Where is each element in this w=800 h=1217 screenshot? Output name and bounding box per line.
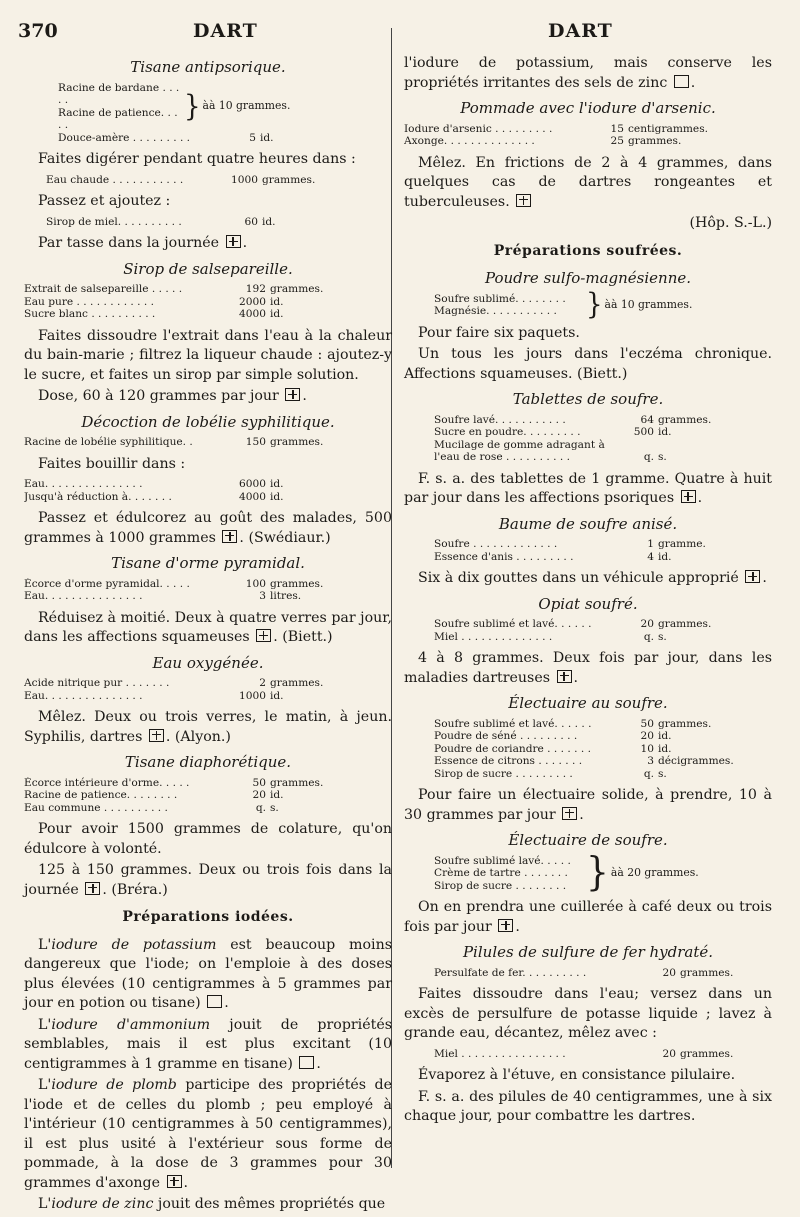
dosage-text: Dose, 60 à 120 grammes par jour xyxy=(38,388,279,404)
ingredient-unit: grammes. xyxy=(680,1047,734,1060)
ingredient-row xyxy=(434,439,772,452)
ingredient-name: Soufre lavé. . . . . . . . . . . xyxy=(434,413,566,426)
plus-box-icon xyxy=(745,570,760,583)
ingredient-unit: décigrammes. xyxy=(658,755,734,767)
text: . xyxy=(183,1174,189,1191)
ingredient-qty: 60 xyxy=(244,215,258,228)
ingredient-name: Crème de tartre . . . . . . . xyxy=(434,867,568,879)
ingredient-group xyxy=(434,288,772,322)
ingredient-row xyxy=(24,308,392,321)
text: . xyxy=(697,490,703,506)
recipe-ingredients xyxy=(434,967,772,980)
ingredient-qty: 4000 xyxy=(239,490,266,503)
ingredient-name: Extrait de salsepareille . . . . . xyxy=(24,283,183,295)
ingredient-name: Essence d'anis . . . . . . . . . xyxy=(434,550,574,563)
instruction xyxy=(404,649,772,688)
ingredient-name: Acide nitrique pur . . . . . . . xyxy=(24,677,170,689)
recipe-title: Électuaire de soufre. xyxy=(508,831,668,849)
text: participe des propriétés de l'iode et de celles du plomb ; peu employé à l'intérieur (10 centigrammes à 50 centigrammes), il est plus usité à l'extérieur sous forme de pommade, à la dose de 3 grammes pour 30 grammes d'axonge xyxy=(24,1077,392,1191)
ingredient-qty: 64 xyxy=(640,413,654,426)
body-paragraph xyxy=(404,54,772,93)
instruction-text: Réduisez à moitié. Deux à quatre verres par jour, dans les affections squameuses xyxy=(24,609,392,645)
recipe-title: Poudre sulfo-magnésienne. xyxy=(484,269,692,287)
ingredient-row xyxy=(434,768,772,781)
instruction xyxy=(24,609,392,648)
instruction-text: 4 à 8 grammes. Deux fois par jour, dans les maladies dartreuses xyxy=(404,650,772,686)
ingredient-name: Jusqu'à réduction à. . . . . . . xyxy=(24,490,172,503)
instruction-text: Mêlez. En frictions de 2 à 4 grammes, dans quelques cas de dartres rongeantes et tuberculeuses. xyxy=(404,154,772,210)
ingredient-row xyxy=(24,802,392,815)
ingredient-name: Soufre sublimé lavé. . . . . xyxy=(434,854,571,867)
text: . xyxy=(573,669,579,686)
recipe-title: Opiat soufré. xyxy=(538,594,638,613)
ingredient-unit: id. xyxy=(270,789,284,801)
ingredient-name: Racine de lobélie syphilitique. . xyxy=(24,436,193,448)
instruction: Pour avoir 1500 grammes de colature, qu'on édulcore à volonté. xyxy=(24,821,392,857)
ingredient-unit: s. xyxy=(658,767,667,780)
empty-box-icon xyxy=(207,995,222,1008)
instruction: F. s. a. des pilules de 40 centigrammes, une à six chaque jour, pour combattre les dartres. xyxy=(404,1088,772,1124)
ingredient-unit: gramme. xyxy=(658,538,706,550)
plus-box-icon xyxy=(285,388,300,401)
plus-box-icon xyxy=(167,1175,182,1188)
page-number: 370 xyxy=(18,20,58,42)
recipe-ingredients xyxy=(24,777,392,815)
ingredient-name: Soufre . . . . . . . . . . . . . xyxy=(434,538,558,550)
text: est beaucoup moins dangereux que l'iode; on l'emploie à des doses plus élevées (10 centigrammes à 5 grammes par jour en potion ou tisane) xyxy=(24,936,393,1011)
ingredient-name: Poudre de coriandre . . . . . . . xyxy=(434,742,591,755)
plus-box-icon xyxy=(222,530,237,543)
dosage-text: 125 à 150 grammes. Deux ou trois fois dans la journée xyxy=(24,862,392,898)
ingredient-unit: id. xyxy=(658,742,672,755)
ingredient-name: Écorce intérieure d'orme. . . . . xyxy=(24,776,190,789)
empty-box-icon xyxy=(674,75,689,88)
ingredient-row xyxy=(24,491,392,504)
ingredient-row xyxy=(434,451,772,464)
running-head-right: DART xyxy=(548,20,613,42)
ingredient-unit: id. xyxy=(270,308,284,320)
plus-box-icon xyxy=(516,194,531,207)
ingredient-qty: 192 xyxy=(245,283,266,295)
instruction xyxy=(404,154,772,213)
ingredient-qty: 20 xyxy=(662,966,676,979)
instruction-text: Passez et édulcorez au goût des malades, 500 grammes à 1000 grammes xyxy=(24,510,392,546)
ingredient-name: Eau. . . . . . . . . . . . . . . xyxy=(24,478,143,490)
dosage xyxy=(24,861,392,900)
term: iodure de plomb xyxy=(51,1077,177,1093)
ingredient-unit: id. xyxy=(270,295,284,308)
recipe-ingredients xyxy=(24,174,392,187)
dosage: Dose, 60 à 120 grammes par jour . xyxy=(38,388,307,404)
instruction xyxy=(404,786,772,825)
recipe-ingredients xyxy=(434,538,772,563)
ingredient-qty: 20 xyxy=(252,789,266,801)
plus-box-icon xyxy=(562,807,577,820)
ingredient-qty: 50 xyxy=(640,717,654,730)
text: . xyxy=(515,918,520,935)
right-column xyxy=(404,52,772,1129)
ingredient-unit: id. xyxy=(270,478,284,490)
recipe-title: Sirop de salsepareille. xyxy=(123,259,293,278)
instruction-text: Mêlez. Deux ou trois verres, le matin, à jeun. Syphilis, dartres xyxy=(24,709,392,745)
ingredient-group xyxy=(58,82,392,132)
ingredient-row xyxy=(24,296,392,309)
ingredient-qty: 3 xyxy=(259,590,266,602)
text: . xyxy=(316,1055,321,1072)
ingredient-name: Iodure d'arsenic . . . . . . . . . xyxy=(404,122,553,135)
ingredient-unit: id. xyxy=(260,131,274,144)
plus-box-icon xyxy=(85,882,100,895)
ingredient-qty: 2 xyxy=(259,677,266,689)
ingredient-unit: s. xyxy=(658,630,667,643)
recipe-title: Décoction de lobélie syphilitique. xyxy=(81,412,335,431)
plus-box-icon xyxy=(498,919,513,932)
empty-box-icon xyxy=(299,1056,314,1069)
ingredient-name: Eau pure . . . . . . . . . . . . xyxy=(24,295,154,308)
ingredient-qty: 50 xyxy=(252,776,266,789)
left-column xyxy=(24,52,392,1217)
instruction-text: On en prendra une cuillerée à café deux ou trois fois par jour xyxy=(404,899,772,935)
ingredient-row xyxy=(46,216,392,229)
text: . xyxy=(579,806,584,823)
ingredient-name: Soufre sublimé et lavé. . . . . . xyxy=(434,717,592,730)
ingredient-name: Persulfate de fer. . . . . . . . . . xyxy=(434,966,587,979)
ingredient-qty: 100 xyxy=(245,577,266,590)
instruction-text: F. s. a. des tablettes de 1 gramme. Quatre à huit par jour dans les affections psoriques xyxy=(404,470,772,506)
ingredient-row xyxy=(24,690,392,703)
ingredient-unit: grammes. xyxy=(658,413,712,426)
ingredient-row xyxy=(24,777,392,790)
plus-box-icon xyxy=(149,729,164,742)
ingredient-name: Magnésie. . . . . . . . . . . xyxy=(434,305,557,317)
recipe-ingredients xyxy=(24,82,392,145)
page-header xyxy=(18,20,782,44)
instruction: Faites bouillir dans : xyxy=(38,455,186,472)
ingredient-unit: grammes. xyxy=(628,135,682,147)
plus-box-icon xyxy=(256,629,271,642)
ingredient-unit: grammes. xyxy=(680,966,734,979)
ingredient-qty: 10 xyxy=(640,742,654,755)
ingredient-name: Axonge. . . . . . . . . . . . . . xyxy=(404,135,535,147)
ingredient-name: Racine de patience. . . . . xyxy=(58,106,178,131)
recipe-title: Électuaire au soufre. xyxy=(508,694,668,712)
ingredient-name: Essence de citrons . . . . . . . xyxy=(434,755,583,767)
ingredient-unit: centigrammes. xyxy=(628,122,708,135)
ingredient-name: Sirop de sucre . . . . . . . . . xyxy=(434,767,573,780)
recipe-ingredients xyxy=(24,677,392,702)
recipe-ingredients xyxy=(24,478,392,503)
ingredient-row xyxy=(404,135,772,148)
ingredient-name: Douce-amère . . . . . . . . . xyxy=(58,131,191,144)
recipe-ingredients xyxy=(434,618,772,643)
ingredient-name: Eau. . . . . . . . . . . . . . . xyxy=(24,689,143,702)
ingredient-qty: 1 xyxy=(647,538,654,550)
ingredient-unit: id. xyxy=(262,215,276,228)
ingredient-row xyxy=(24,283,392,296)
ingredient-qty: q. xyxy=(643,451,654,463)
ingredient-name: Eau commune . . . . . . . . . . xyxy=(24,801,168,814)
recipe-title: Baume de soufre anisé. xyxy=(498,514,678,533)
ingredient-unit: s. xyxy=(270,801,279,814)
recipe-ingredients xyxy=(404,850,772,896)
ingredient-row xyxy=(24,590,392,603)
ingredient-qty: 1000 xyxy=(231,173,258,186)
brace-icon: } xyxy=(586,850,609,896)
ingredient-qty: 1000 xyxy=(239,689,266,702)
ingredient-unit: grammes. xyxy=(270,776,324,789)
text: L' xyxy=(38,936,52,953)
ingredient-name: Racine de bardane . . . . . xyxy=(58,81,180,106)
ingredient-qty: q. xyxy=(643,630,654,643)
instruction xyxy=(404,569,772,589)
ingredient-unit: id. xyxy=(658,730,672,742)
text: L' xyxy=(38,1077,52,1093)
source-credit: . (Swédiaur.) xyxy=(239,529,331,546)
text: . xyxy=(224,995,229,1011)
instruction: Un tous les jours dans l'eczéma chronique. Affections squameuses. (Biett.) xyxy=(404,346,772,382)
ingredient-unit: id. xyxy=(270,490,284,503)
text: . xyxy=(762,570,767,586)
ingredient-name: Eau. . . . . . . . . . . . . . . xyxy=(24,590,143,602)
instruction: Passez et ajoutez : xyxy=(38,193,171,209)
ingredient-row xyxy=(434,743,772,756)
ingredient-qty: 20 xyxy=(640,730,654,742)
ingredient-unit: id. xyxy=(658,550,672,563)
section-title: Préparations iodées. xyxy=(122,909,294,925)
ingredient-qty: àà 10 grammes. xyxy=(604,297,693,311)
ingredient-unit: grammes. xyxy=(658,717,712,730)
recipe-ingredients xyxy=(404,288,772,322)
source-credit: . (Bréra.) xyxy=(102,881,168,898)
ingredient-row xyxy=(434,967,772,980)
ingredient-row xyxy=(46,174,392,187)
ingredient-name: Miel . . . . . . . . . . . . . . . . xyxy=(434,1047,566,1060)
body-paragraph xyxy=(24,1016,392,1075)
ingredient-row xyxy=(434,551,772,564)
ingredient-name: Sucre blanc . . . . . . . . . . xyxy=(24,308,156,320)
ingredient-qty: 15 xyxy=(610,122,624,135)
ingredient-qty: àà 10 grammes. xyxy=(202,99,291,113)
body-paragraph xyxy=(24,1195,392,1215)
text: jouit des mêmes propriétés que xyxy=(153,1196,386,1212)
recipe-ingredients xyxy=(434,1048,772,1061)
ingredient-name: Sirop de sucre . . . . . . . . xyxy=(434,879,567,892)
instruction-text: Pour faire un électuaire solide, à prendre, 10 à 30 grammes par jour xyxy=(404,787,772,823)
ingredient-name: Poudre de séné . . . . . . . . . xyxy=(434,730,578,742)
ingredient-row xyxy=(24,478,392,491)
ingredient-row xyxy=(434,631,772,644)
recipe-ingredients xyxy=(434,718,772,781)
recipe-title: Tisane d'orme pyramidal. xyxy=(111,554,305,572)
ingredient-row xyxy=(24,578,392,591)
text: L' xyxy=(38,1016,52,1033)
instruction: Évaporez à l'étuve, en consistance pilulaire. xyxy=(418,1067,736,1083)
ingredient-row xyxy=(24,436,392,449)
ingredient-row xyxy=(434,414,772,427)
ingredient-row xyxy=(24,677,392,690)
instruction: Pour faire six paquets. xyxy=(418,324,580,341)
ingredient-name: Miel . . . . . . . . . . . . . . xyxy=(434,630,553,643)
recipe-ingredients xyxy=(24,436,392,449)
ingredient-unit: grammes. xyxy=(270,283,324,295)
ingredient-qty: 3 xyxy=(647,755,654,767)
term: iodure de potassium xyxy=(51,936,217,953)
ingredient-row xyxy=(434,730,772,743)
plus-box-icon xyxy=(557,670,572,683)
term: iodure de zinc xyxy=(51,1196,154,1212)
section-title: Préparations soufrées. xyxy=(493,242,683,259)
body-paragraph xyxy=(24,936,392,1014)
source-credit: . (Biett.) xyxy=(273,629,333,645)
ingredient-group xyxy=(434,850,772,896)
recipe-ingredients xyxy=(24,283,392,321)
recipe-title: Tablettes de soufre. xyxy=(512,390,664,408)
ingredient-name: Racine de patience. . . . . . . . xyxy=(24,789,178,801)
brace-icon: } xyxy=(586,288,603,322)
ingredient-name: Sirop de miel. . . . . . . . . . xyxy=(46,215,182,228)
ingredient-row xyxy=(434,618,772,631)
ingredient-row xyxy=(434,538,772,551)
ingredient-row xyxy=(434,1048,772,1061)
ingredient-qty: q. xyxy=(255,801,266,814)
ingredient-unit: grammes. xyxy=(270,677,324,689)
ingredient-qty: àà 20 grammes. xyxy=(610,866,699,879)
recipe-title: Tisane diaphorétique. xyxy=(124,753,292,771)
ingredient-name: Écorce d'orme pyramidal. . . . . xyxy=(24,577,190,590)
dosage: Par tasse dans la journée . xyxy=(38,235,248,251)
instruction-text: Six à dix gouttes dans un véhicule approprié xyxy=(418,570,739,586)
recipe-title: Pilules de sulfure de fer hydraté. xyxy=(462,943,714,961)
ingredient-unit: s. xyxy=(658,451,667,463)
term: iodure d'ammonium xyxy=(51,1016,211,1033)
ingredient-unit: grammes. xyxy=(658,618,712,630)
ingredient-name: Soufre sublimé. . . . . . . . xyxy=(434,292,566,305)
ingredient-row xyxy=(404,123,772,136)
ingredient-qty: 25 xyxy=(610,135,624,147)
ingredient-qty: q. xyxy=(643,767,654,780)
ingredient-row xyxy=(434,718,772,731)
instruction: Faites dissoudre dans l'eau; versez dans un excès de persulfure de potasse liquide ; lavez à grande eau, décantez, mêlez avec : xyxy=(404,986,772,1041)
ingredient-unit: id. xyxy=(658,426,672,438)
ingredient-qty: 2000 xyxy=(239,295,266,308)
source-credit: . (Alyon.) xyxy=(165,728,231,745)
ingredient-row xyxy=(434,755,772,768)
instruction: Faites dissoudre l'extrait dans l'eau à la chaleur du bain-marie ; filtrez la liqueur chaude : ajoutez-y le sucre, et faites un sirop par simple solution. xyxy=(24,327,392,383)
ingredient-qty: 20 xyxy=(662,1047,676,1060)
ingredient-qty: 150 xyxy=(245,436,266,448)
ingredient-qty: 4 xyxy=(647,550,654,563)
instruction: Faites digérer pendant quatre heures dans : xyxy=(38,151,356,167)
dosage-text: Par tasse dans la journée xyxy=(38,235,220,251)
ingredient-qty: 6000 xyxy=(239,478,266,490)
body-paragraph xyxy=(24,1076,392,1193)
text: . xyxy=(690,74,696,91)
recipe-ingredients xyxy=(24,578,392,603)
brace-icon: } xyxy=(184,90,201,123)
ingredient-unit: id. xyxy=(270,689,284,702)
recipe-ingredients xyxy=(404,123,772,148)
ingredient-name: Eau chaude . . . . . . . . . . . xyxy=(46,173,184,186)
ingredient-unit: grammes. xyxy=(270,577,324,590)
text: L' xyxy=(38,1196,52,1212)
recipe-ingredients xyxy=(24,216,392,229)
running-head-left: DART xyxy=(193,20,258,42)
ingredient-unit: grammes. xyxy=(262,173,316,186)
recipe-title: Pommade avec l'iodure d'arsenic. xyxy=(460,99,716,117)
instruction xyxy=(404,898,772,937)
ingredient-row xyxy=(58,132,392,145)
ingredient-unit: grammes. xyxy=(270,436,324,448)
ingredient-qty: 5 xyxy=(249,131,256,144)
ingredient-row xyxy=(24,789,392,802)
recipe-ingredients xyxy=(434,414,772,464)
ingredient-qty: 4000 xyxy=(239,308,266,320)
ingredient-name: l'eau de rose . . . . . . . . . . xyxy=(434,451,570,463)
recipe-title: Eau oxygénée. xyxy=(152,653,264,672)
ingredient-unit: litres. xyxy=(270,590,302,602)
plus-box-icon xyxy=(226,235,241,248)
instruction xyxy=(24,708,392,747)
instruction xyxy=(404,470,772,509)
text: jouit de propriétés semblables, mais il est plus excitant (10 centigrammes à 1 gramme en tisane) xyxy=(24,1016,392,1072)
recipe-title: Tisane antipsorique. xyxy=(130,58,286,76)
source-credit: (Hôp. S.-L.) xyxy=(689,215,772,231)
ingredient-row xyxy=(434,426,772,439)
ingredient-name: Soufre sublimé et lavé. . . . . . xyxy=(434,618,592,630)
ingredient-name: Mucilage de gomme adragant à xyxy=(434,438,605,451)
ingredient-name: Sucre en poudre. . . . . . . . . xyxy=(434,426,581,438)
ingredient-qty: 500 xyxy=(633,426,654,438)
plus-box-icon xyxy=(681,490,696,503)
text: l'iodure de potassium, mais conserve les propriétés irritantes des sels de zinc xyxy=(404,55,772,91)
ingredient-qty: 20 xyxy=(640,618,654,630)
instruction xyxy=(24,509,392,548)
